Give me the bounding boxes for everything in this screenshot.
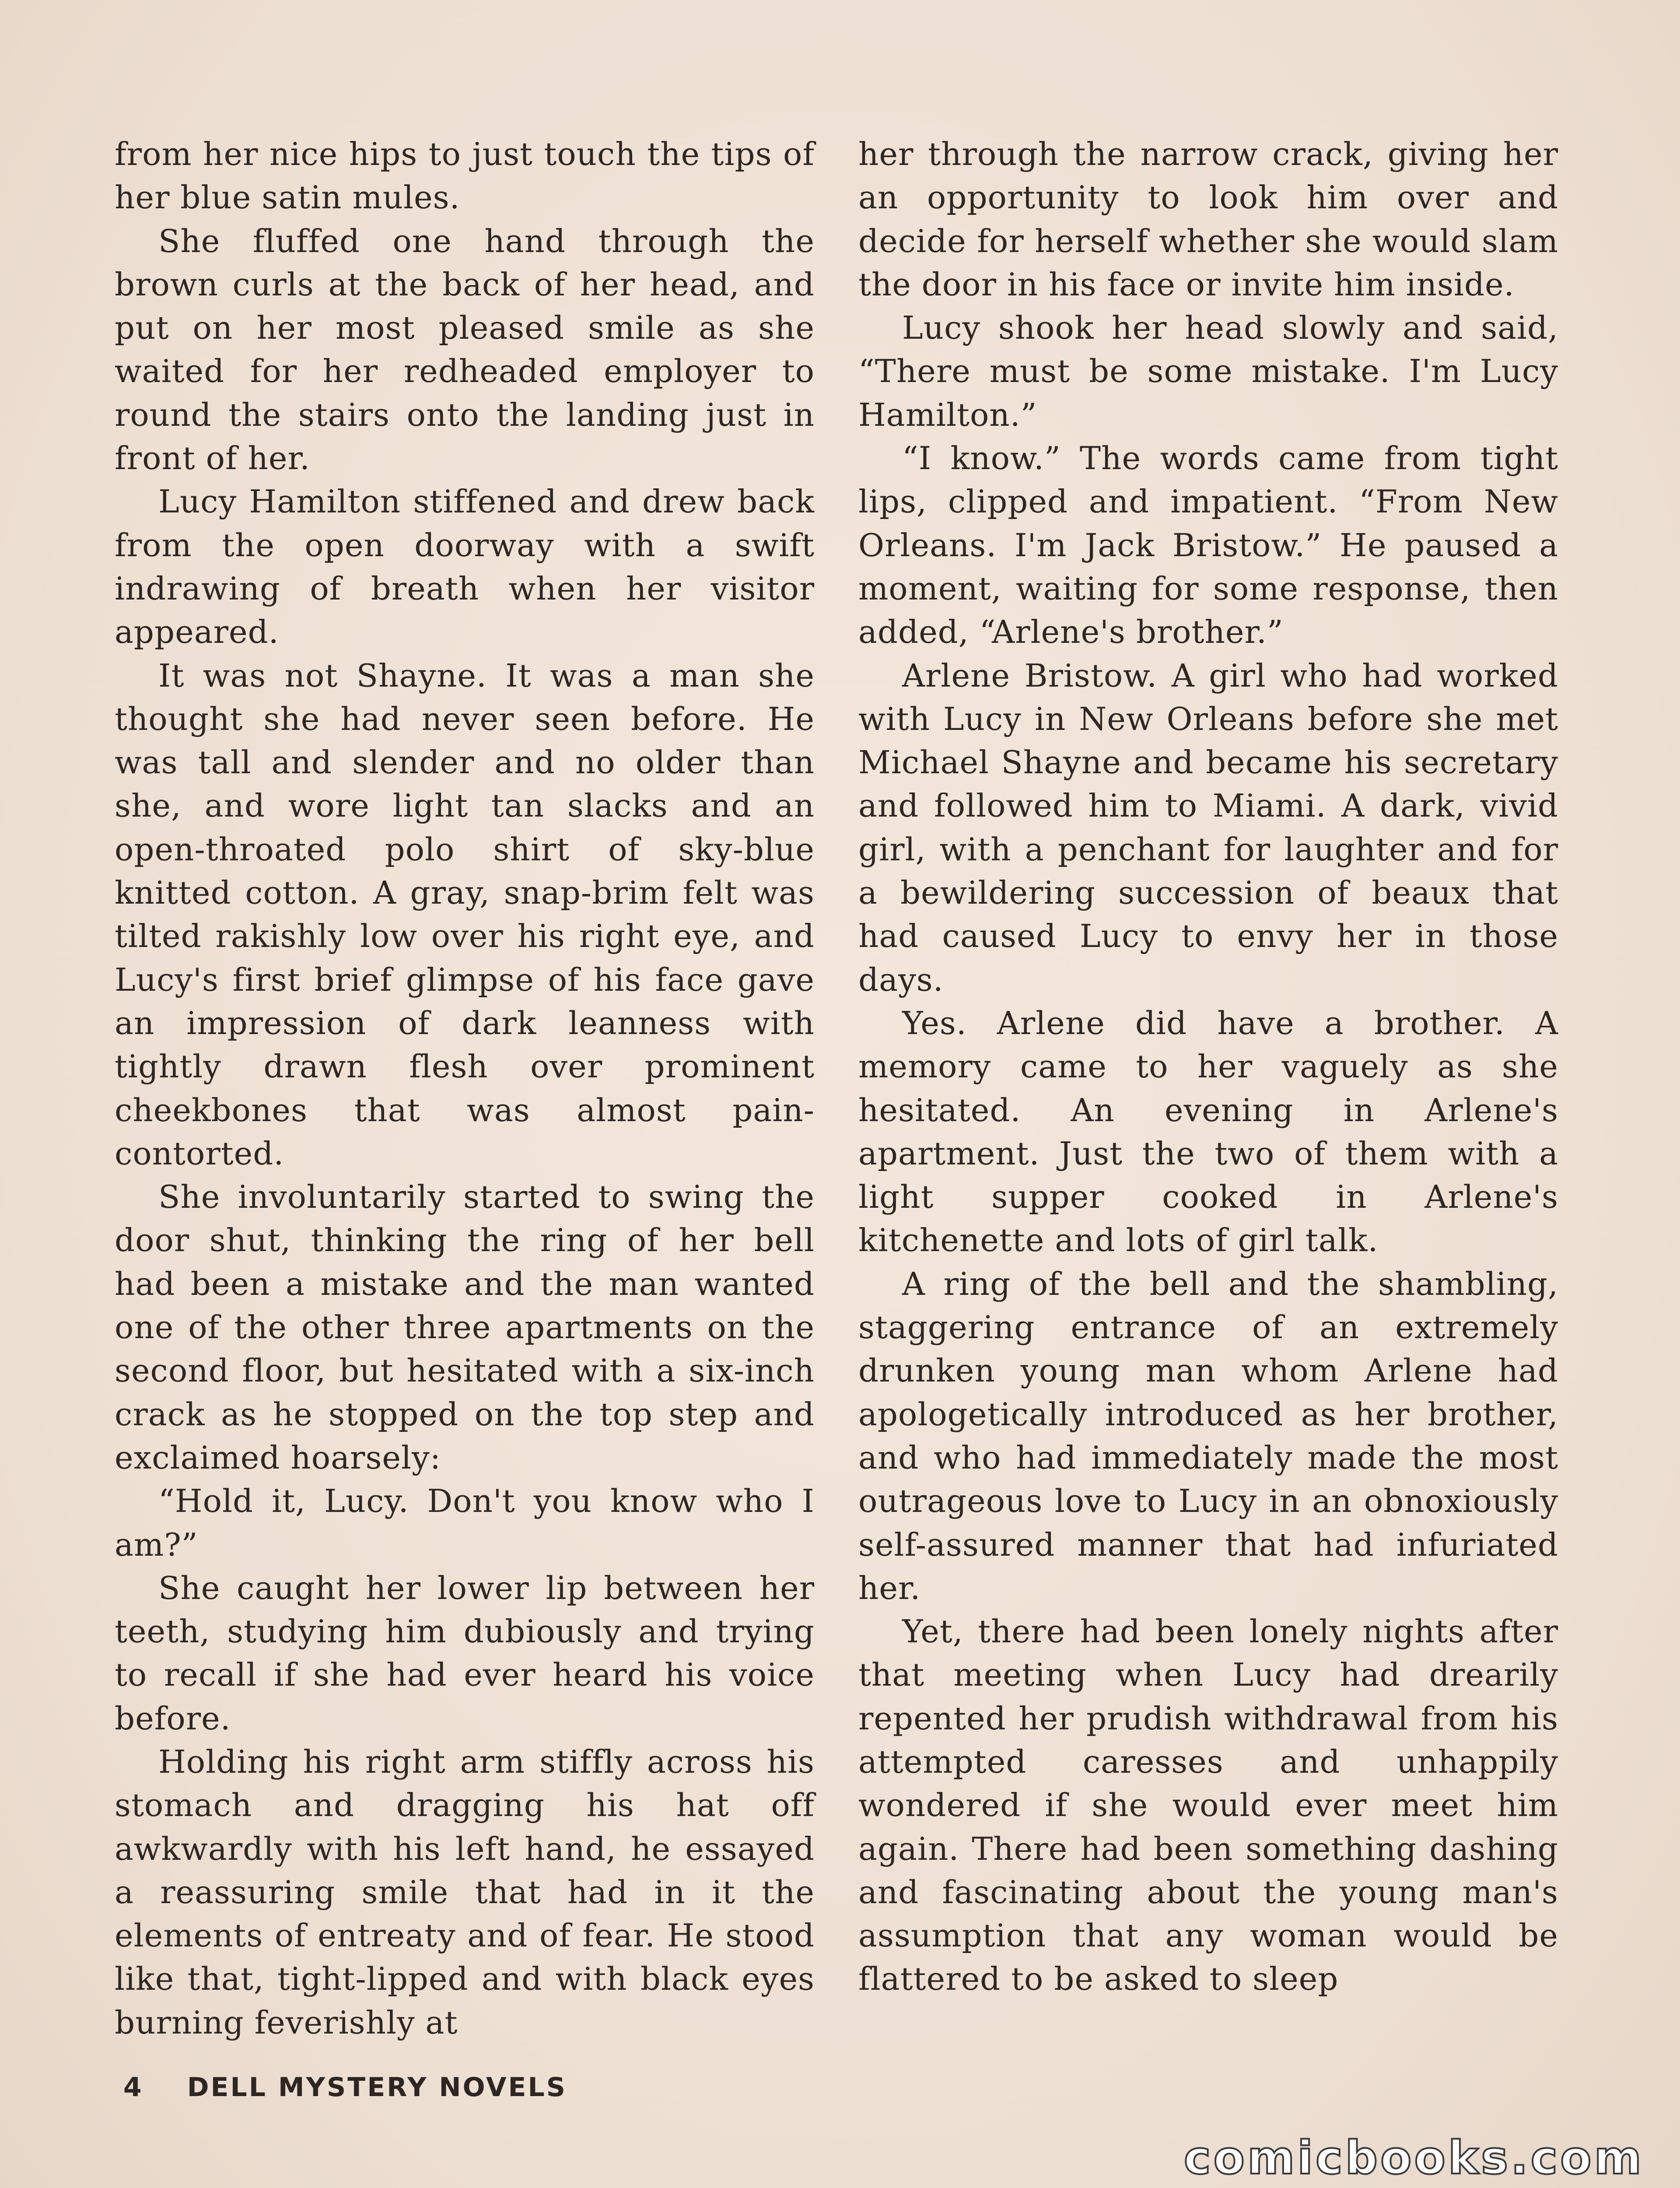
paragraph: Holding his right arm stiffly across his stomach and dragging his hat off awkwardly with his left hand, he essayed a reassuring smile that had in it the elements of entreaty and of fear. He stood like that, tight-lipped and with black eyes burning feverishly at <box>115 1743 815 2041</box>
paragraph: Lucy shook her head slowly and said, “There must be some mistake. I'm Lucy Hamilton.” <box>858 309 1558 433</box>
page-footer <box>123 2072 567 2103</box>
paragraph: from her nice hips to just touch the tips of her blue satin mules. <box>115 136 815 216</box>
paragraph: Yes. Arlene did have a brother. A memory came to her vaguely as she hesitated. An evening in Arlene's apartment. Just the two of them with a light supper cooked in Arlene's kitchenette and lots of girl talk. <box>858 1004 1558 1259</box>
paragraph: “Hold it, Lucy. Don't you know who I am?” <box>115 1483 815 1563</box>
text-column-right <box>858 133 1558 2001</box>
paragraph: A ring of the bell and the shambling, staggering entrance of an extremely drunken young man whom Arlene had apologetically introduced as her brother, and who had immediately made the most outrageous love to Lucy in an obnoxiously self-assured manner that had infuriated her. <box>858 1265 1558 1606</box>
paragraph: her through the narrow crack, giving her an opportunity to look him over and decide for herself whether she would slam the door in his face or invite him inside. <box>858 136 1558 303</box>
paragraph: She caught her lower lip between her teeth, studying him dubiously and trying to recall if she had ever heard his voice before. <box>115 1569 815 1737</box>
paragraph: Arlene Bristow. A girl who had worked with Lucy in New Orleans before she met Michael Shayne and became his secretary and followed him to Miami. A dark, vivid girl, with a penchant for laughter and for a bewildering succession of beaux that had caused Lucy to envy her in those days. <box>858 657 1558 998</box>
site-watermark: comicbooks.com <box>1183 2131 1644 2184</box>
paragraph: “I know.” The words came from tight lips, clipped and impatient. “From New Orleans. I'm Jack Bristow.” He paused a moment, waiting for some response, then added, “Arlene's brother.” <box>858 440 1558 651</box>
publication-title: DELL MYSTERY NOVELS <box>187 2072 567 2103</box>
paragraph: It was not Shayne. It was a man she thought she had never seen before. He was tall and slender and no older than she, and wore light tan slacks and an open-throated polo shirt of sky-blue knitted cotton. A gray, snap-brim felt was tilted rakishly low over his right eye, and Lucy's first brief glimpse of his face gave an impression of dark leanness with tightly drawn flesh over prominent cheekbones that was almost pain-contorted. <box>115 657 815 1172</box>
paragraph: Lucy Hamilton stiffened and drew back from the open doorway with a swift indrawing of breath when her visitor appeared. <box>115 483 815 651</box>
paragraph: She involuntarily started to swing the door shut, thinking the ring of her bell had been a mistake and the man wanted one of the other three apartments on the second floor, but hesitated with a six-inch crack as he stopped on the top step and exclaimed hoarsely: <box>115 1178 815 1476</box>
text-column-left <box>115 133 815 2044</box>
paragraph: She fluffed one hand through the brown curls at the back of her head, and put on her most pleased smile as she waited for her redheaded employer to round the stairs onto the landing just in front of her. <box>115 222 815 477</box>
page-number: 4 <box>123 2072 144 2103</box>
paragraph: Yet, there had been lonely nights after that meeting when Lucy had drearily repented her prudish withdrawal from his attempted caresses and unhappily wondered if she would ever meet him again. There had been something dashing and fascinating about the young man's assumption that any woman would be flattered to be asked to sleep <box>858 1613 1558 1998</box>
